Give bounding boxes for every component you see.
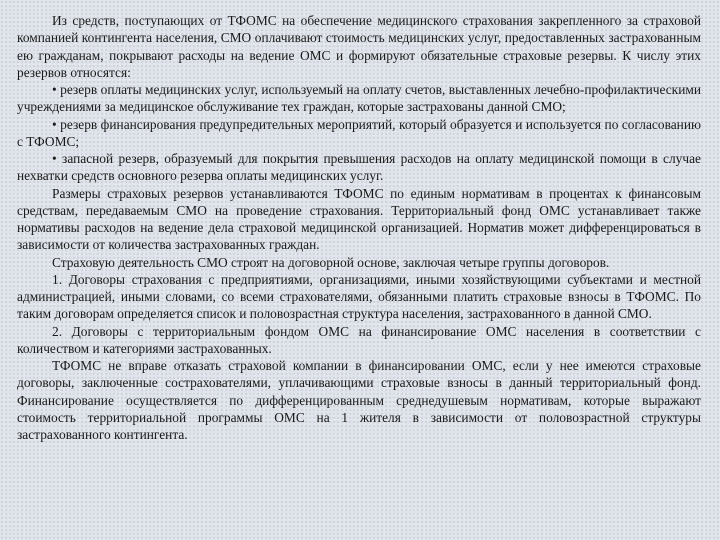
paragraph-bullet-spare-reserve: • запасной резерв, образуемый для покрытия превышения расходов на оплату медицинской помощи в случае нехватки средств основного резерва оплаты медицинских услуг. <box>17 151 701 184</box>
paragraph-contracts-2: 2. Договоры с территориальным фондом ОМС на финансирование ОМС населения в соответствии с количеством и категориями застрахованных. <box>17 323 701 356</box>
paragraph-bullet-payment-reserve: • резерв оплаты медицинских услуг, используемый на оплату счетов, выставленных лечебно-профилактическими учреждениями за медицинское обслуживание тех граждан, которые застрахованы данной СМО; <box>17 82 701 115</box>
paragraph-bullet-prevention-reserve: • резерв финансирования предупредительных мероприятий, который образуется и используется по согласованию с ТФОМС; <box>17 116 701 149</box>
paragraph-contracts-1: 1. Договоры страхования с предприятиями, организациями, иными хозяйствующими субъектами и местной администрацией, иными словами, со всеми страхователями, обязанными платить страховые взносы в ТФОМС. По таким договорам определяется список и половозрастная структура населения, застрахованного в данной СМО. <box>17 271 701 322</box>
paragraph-contract-basis: Страховую деятельность СМО строят на договорной основе, заключая четыре группы договоров. <box>52 254 610 270</box>
paragraph-reserve-sizes: Размеры страховых резервов устанавливаются ТФОМС по единым нормативам в процентах к финансовым средствам, передаваемым СМО на проведение страхования. Территориальный фонд ОМС устанавливает также нормативы расходов на ведение дела страховой медицинской организацией. Норматив может дифференцироваться в зависимости от количества застрахованных граждан. <box>17 185 701 253</box>
document-text <box>17 12 701 443</box>
paragraph-financing: ТФОМС не вправе отказать страховой компании в финансировании ОМС, если у нее имеются страховые договоры, заключенные сострахователями, уплачивающими страховые взносы в данный территориальный фонд. Финансирование осуществляется по дифференцированным среднедушевым нормативам, которые выражают стоимость территориальной программы ОМС на 1 жителя в зависимости от половозрастной структуры застрахованного контингента. <box>17 358 701 442</box>
paragraph-intro: Из средств, поступающих от ТФОМС на обеспечение медицинского страхования закрепленного за страховой компанией контингента населения, СМО оплачивают стоимость медицинских услуг, предоставленных застрахованным ею гражданам, покрывают расходы на ведение ОМС и формируют обязательные страховые резервы. К числу этих резервов относятся: <box>17 13 701 80</box>
